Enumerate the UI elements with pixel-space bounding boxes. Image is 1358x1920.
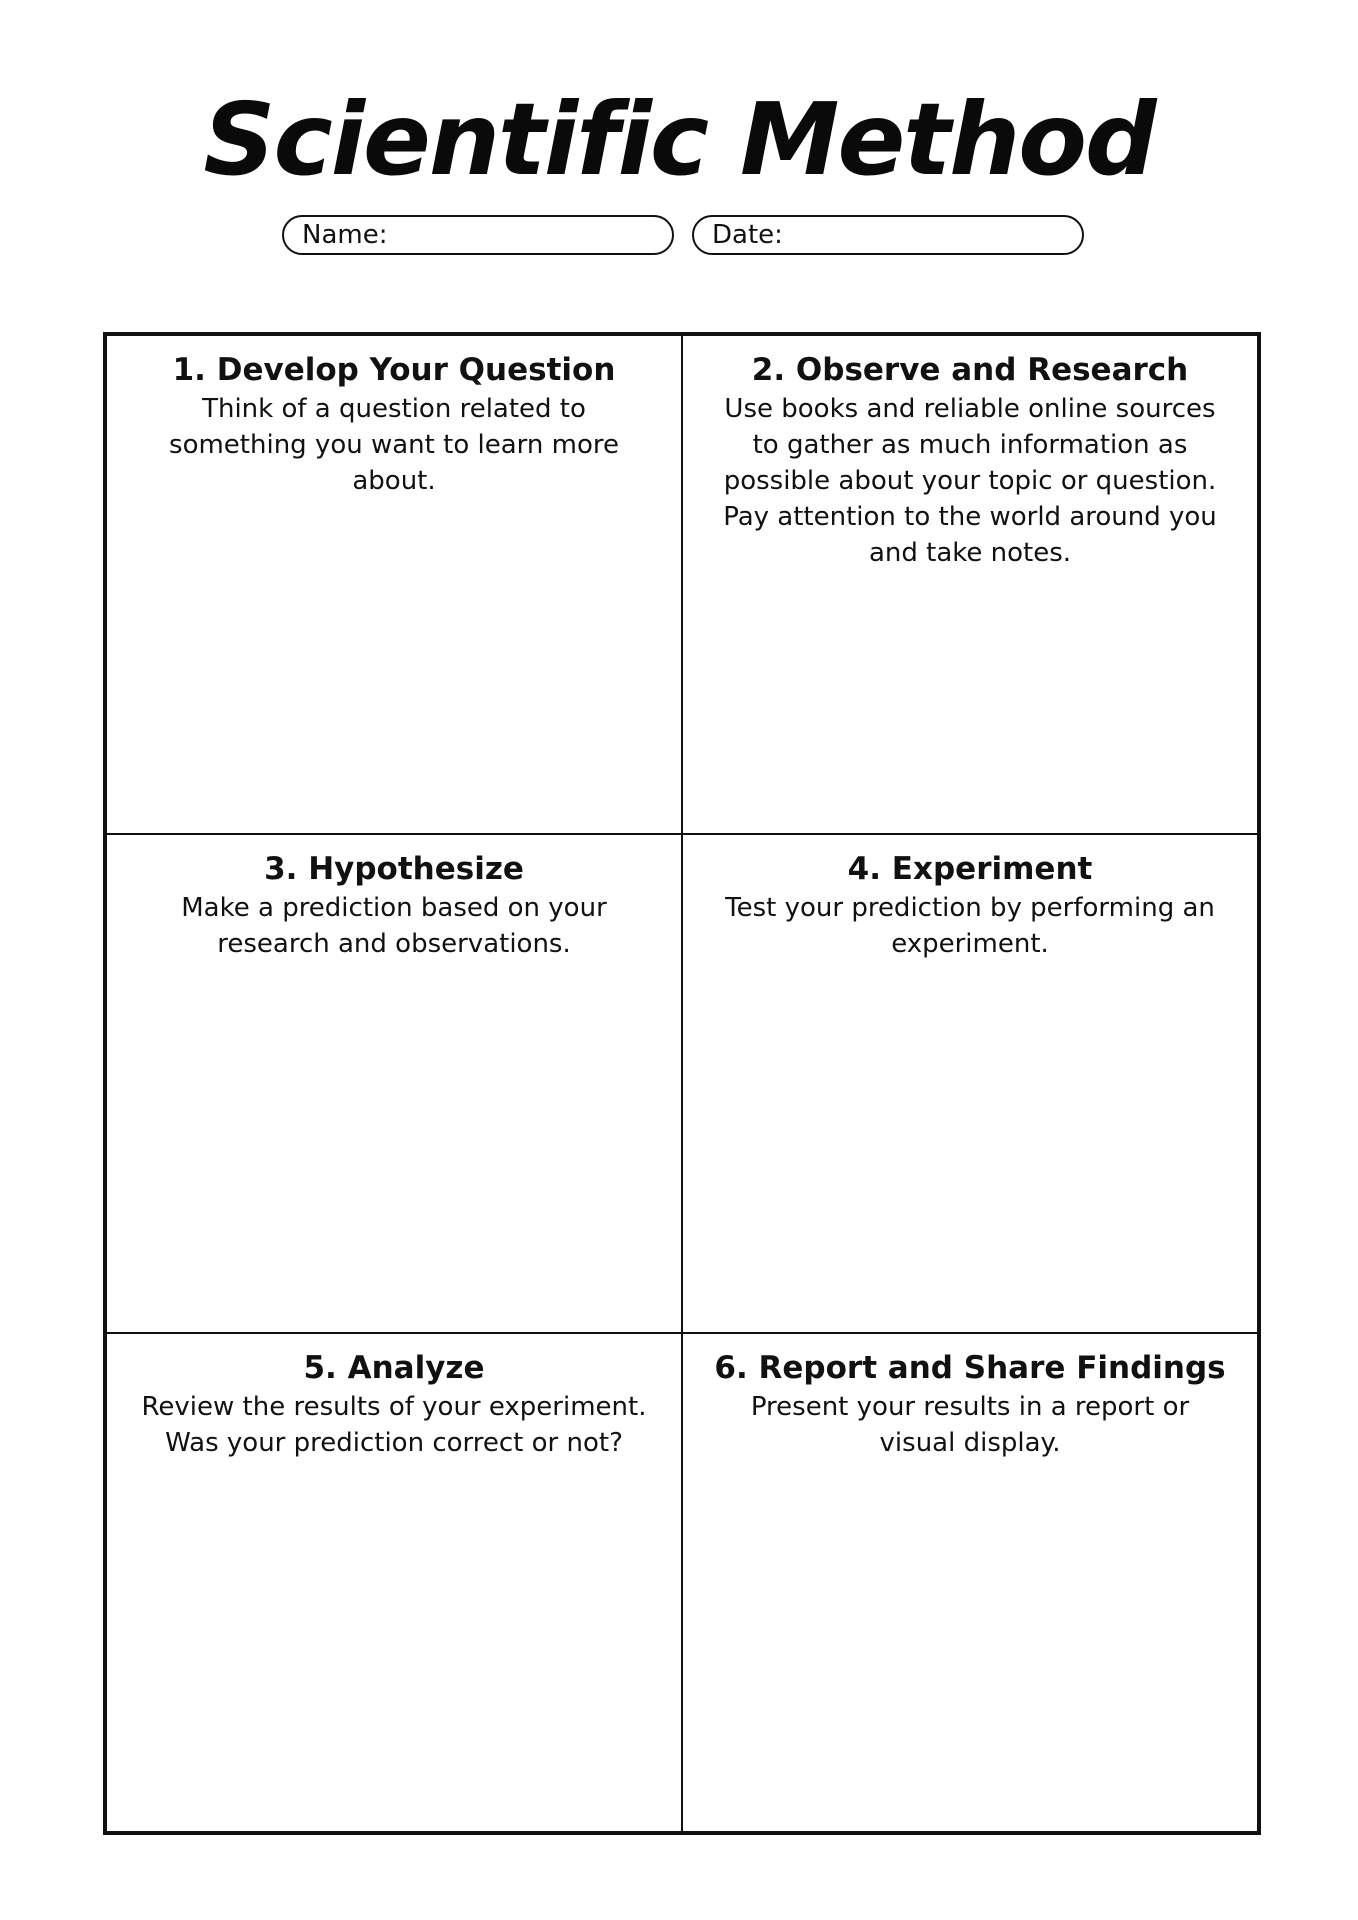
step-description: Make a prediction based on your research and observations. <box>181 893 607 959</box>
name-label: Name: <box>302 220 388 250</box>
step-cell-6[interactable] <box>682 1333 1258 1832</box>
step-title: 4. Experiment <box>847 851 1093 887</box>
step-description: Review the results of your experiment. Was your prediction correct or not? <box>141 1392 647 1458</box>
step-cell-2[interactable] <box>682 335 1258 834</box>
name-field[interactable] <box>282 215 674 255</box>
date-label: Date: <box>712 220 783 250</box>
step-description: Present your results in a report or visual display. <box>750 1392 1190 1458</box>
step-cell-4[interactable] <box>682 834 1258 1333</box>
step-description: Test your prediction by performing an experiment. <box>725 893 1215 959</box>
page-title: Scientific Method <box>203 81 1155 198</box>
step-title: 1. Develop Your Question <box>172 352 616 388</box>
step-title: 2. Observe and Research <box>751 352 1189 388</box>
step-description: Think of a question related to something you want to learn more about. <box>169 394 619 496</box>
steps-grid <box>103 332 1261 1835</box>
step-description: Use books and reliable online sources to gather as much information as possible about your topic or question. Pay attention to the world around you and take notes. <box>723 394 1217 568</box>
step-title: 5. Analyze <box>303 1350 485 1386</box>
step-title: 3. Hypothesize <box>264 851 524 887</box>
step-cell-5[interactable] <box>106 1333 682 1832</box>
step-cell-3[interactable] <box>106 834 682 1333</box>
date-field[interactable] <box>692 215 1084 255</box>
step-title: 6. Report and Share Findings <box>714 1350 1226 1386</box>
step-cell-1[interactable] <box>106 335 682 834</box>
